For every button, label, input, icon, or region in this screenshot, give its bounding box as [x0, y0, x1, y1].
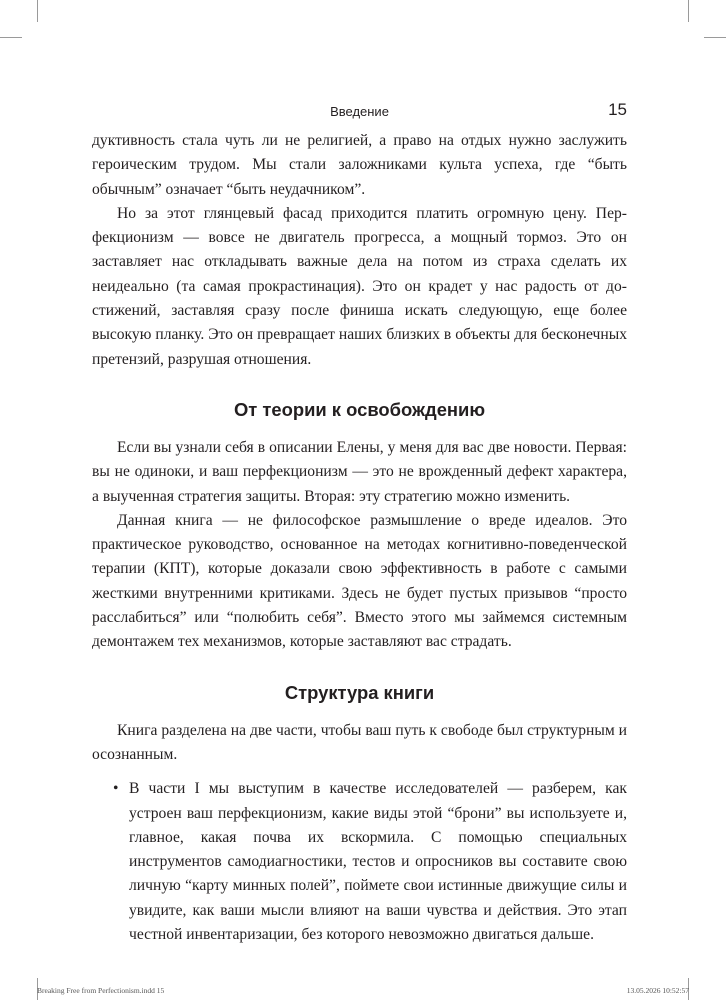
print-slug	[37, 986, 689, 998]
paragraph: Книга разделена на две части, чтобы ваш путь к свободе был структурным и осознанным.	[92, 721, 627, 763]
bullet-list	[92, 777, 627, 947]
body-text	[92, 129, 627, 947]
slug-file-name: Breaking Free from Perfectionism.indd 15	[37, 986, 165, 995]
page-header	[92, 100, 627, 126]
paragraph: Если вы узнали себя в описании Елены, у меня для вас две новости. Первая: вы не одиноки, и ваш перфекционизм — это не врожденный дефект характера, а выученная стратегия защиты. Вторая: эту стратегию можно изменить.	[92, 438, 627, 505]
crop-mark-top-left-horizontal	[0, 37, 22, 38]
paragraph-continuation: дуктивность стала чуть ли не религией, а право на отдых нужно заслужить героическим трудом. Мы стали заложниками культа успеха, где “быть обычным” означает “быть неудачником”.	[92, 132, 627, 198]
crop-mark-top-right-vertical	[688, 0, 689, 22]
paragraph: Но за этот глянцевый фасад приходится платить огромную цену. Перфекционизм — вовсе не двигатель прогресса, а мощный тормоз. Это он заставляет нас откладывать важные дела на потом из страха сделать их неидеально (та самая прокрастинация). Это он крадет у нас радость от достижений, заставляя сразу после финиша искать следующую, еще более высокую планку. Это он превращает наших близких в объекты для бесконечных претензий, разрушая отношения.	[92, 204, 627, 368]
page-number: 15	[608, 100, 627, 119]
bullet-icon: •	[113, 780, 119, 798]
crop-mark-top-right-horizontal	[704, 37, 726, 38]
section-heading-theory-to-liberation: От теории к освобождению	[233, 398, 486, 420]
running-head: Введение	[330, 104, 389, 119]
crop-mark-top-left-vertical	[37, 0, 38, 22]
section-heading-book-structure: Структура книги	[284, 681, 435, 703]
list-item-text: В части I мы выступим в качестве исследователей — разберем, как устроен ваш перфекционизм, какие виды этой “брони” вы используете и, главное, какая почва их вскормила. С помощью специальных инструментов самодиагностики, тестов и опросников вы составите свою личную “карту минных полей”, поймете свои истинные движущие силы и увидите, как ваши мысли влияют на ваши чувства и действия. Это этап честной инвентаризации, без которого невозможно двигаться дальше.	[129, 780, 627, 944]
slug-datetime: 13.05.2026 10:52:57	[626, 986, 689, 995]
list-item	[113, 777, 627, 947]
paragraph: Данная книга — не философское размышление о вреде идеалов. Это практическое руководство, основанное на методах когнитивно-поведенческой терапии (КПТ), которые доказали свою эффективность в работе с самыми жесткими внутренними критиками. Здесь не будет пустых призывов “просто расслабиться” или “полюбить себя”. Вместо этого мы займемся системным демонтажем тех механизмов, которые заставляют вас страдать.	[92, 511, 627, 651]
